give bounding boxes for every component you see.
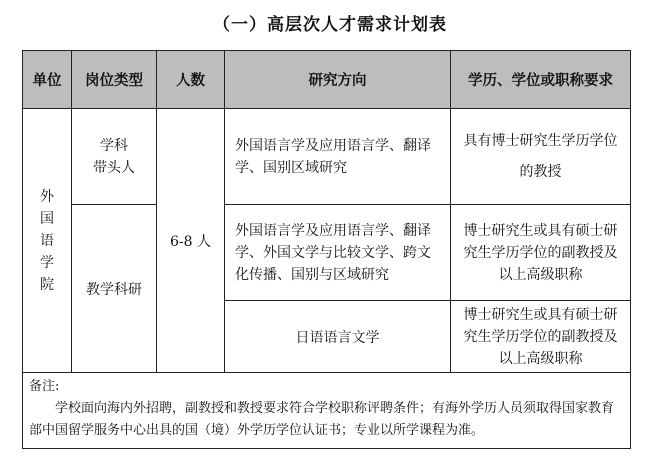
header-research-direction: 研究方向	[225, 51, 451, 109]
research-cell: 外国语言学及应用语言学、翻译学、外国文学与比较文学、跨文化传播、国别与区域研究	[225, 205, 451, 301]
requirement-cell: 博士研究生或具有硕士研究生学历学位的副教授及以上高级职称	[451, 205, 631, 301]
note-text: 学校面向海内外招聘，副教授和教授要求符合学校职称评聘条件；有海外学历人员须取得国家教育部中国留学服务中心出具的国（境）外学历学位认证书；专业以所学课程为准。	[29, 401, 615, 438]
note-row	[23, 373, 631, 449]
unit-char: 语	[40, 232, 54, 249]
page-title: （一）高层次人才需求计划表	[213, 15, 447, 35]
requirement-cell: 具有博士研究生学历学位的教授	[451, 109, 631, 205]
research-cell: 日语语言文学	[225, 301, 451, 373]
note-label: 备注:	[29, 379, 60, 394]
header-requirement: 学历、学位或职称要求	[451, 51, 631, 109]
position-type-cell	[72, 109, 157, 205]
table-row	[23, 109, 631, 205]
position-line: 带头人	[93, 159, 135, 176]
header-position-type: 岗位类型	[72, 51, 157, 109]
table-row	[23, 205, 631, 301]
table-header-row	[23, 51, 631, 109]
unit-char: 外	[40, 188, 54, 205]
requirement-cell: 博士研究生或具有硕士研究生学历学位的副教授及以上高级职称	[451, 301, 631, 373]
unit-char: 院	[40, 276, 54, 293]
unit-char: 学	[40, 254, 54, 271]
unit-char: 国	[40, 210, 54, 227]
talent-demand-table	[22, 50, 631, 449]
header-unit: 单位	[23, 51, 72, 109]
note-cell	[23, 373, 631, 449]
position-line: 教学科研	[86, 281, 142, 298]
unit-cell	[23, 109, 72, 373]
position-line: 学科	[100, 137, 128, 154]
research-cell: 外国语言学及应用语言学、翻译学、国别区域研究	[225, 109, 451, 205]
header-count: 人数	[157, 51, 225, 109]
position-type-cell	[72, 205, 157, 373]
count-cell: 6-8 人	[157, 109, 225, 373]
